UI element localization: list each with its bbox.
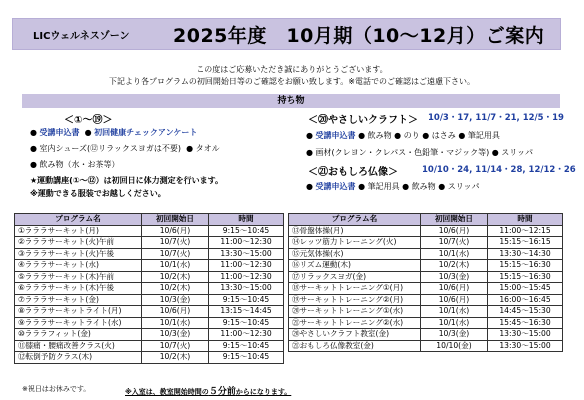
entry-note-suffix: からになります。: [235, 388, 292, 396]
table-row: [289, 260, 563, 272]
start-date-cell: 10/2(木): [142, 271, 209, 283]
bullet: ●: [306, 182, 313, 191]
start-date-cell: 10/10(金): [421, 340, 488, 352]
time-cell: 13:30〜15:00: [488, 340, 563, 352]
table-row: [289, 329, 563, 341]
program-name-cell: ⑥ラララサーキット(木)午後: [15, 283, 142, 295]
table-row: [15, 225, 284, 237]
program-name-cell: ⑭レッツ筋力トレーニング(火): [289, 237, 421, 249]
table-row: [289, 294, 563, 306]
column-header-program: プログラム名: [289, 214, 421, 226]
start-date-cell: 10/3(金): [142, 329, 209, 341]
item-art-supplies: 画材(クレヨン・クレパス・色鉛筆・マジック等): [315, 148, 490, 157]
buddha-heading: ＜㉑おもしろ仏像＞: [308, 167, 398, 178]
start-date-cell: 10/3(金): [421, 271, 488, 283]
bullet: ●: [394, 131, 402, 140]
craft-heading: ＜⑳やさしいクラフト＞: [308, 115, 418, 126]
start-date-cell: 10/6(月): [142, 306, 209, 318]
time-cell: 9:15〜10:45: [209, 340, 284, 352]
item-towel: タオル: [195, 144, 220, 153]
start-date-cell: 10/3(金): [142, 294, 209, 306]
table-row: [15, 340, 284, 352]
craft-items-row-1: [306, 130, 500, 142]
left-items-row-1: [30, 127, 197, 139]
time-cell: 15:15〜16:30: [488, 271, 563, 283]
start-date-cell: 10/7(火): [142, 237, 209, 249]
time-cell: 11:00〜12:15: [488, 225, 563, 237]
belongings-bar: 持ち物: [22, 94, 560, 108]
program-name-cell: ⑤ラララサーキット(木)午前: [15, 271, 142, 283]
program-name-cell: ⑳やさしいクラフト教室(金): [289, 329, 421, 341]
bullet: ●: [84, 128, 92, 137]
column-header-time: 時間: [209, 214, 284, 226]
program-name-cell: ⑦ラララサーキット(金): [15, 294, 142, 306]
program-name-cell: ④ラララサーキット(水): [15, 260, 142, 272]
time-cell: 14:45〜15:30: [488, 306, 563, 318]
fitness-test-note: ★運動講座(①〜⑫）は初回日に体力測定を行います。: [30, 176, 223, 185]
program-name-cell: ①ラララサーキット(月): [15, 225, 142, 237]
table-row: [289, 340, 563, 352]
table-row: [15, 248, 284, 260]
program-name-cell: ⑨ラララサーキットライト(水): [15, 317, 142, 329]
program-name-cell: ⑰リラックスヨガ(金): [289, 271, 421, 283]
program-range-heading: ＜①〜⑲＞: [64, 115, 113, 126]
time-cell: 11:00〜12:30: [209, 260, 284, 272]
program-name-cell: ⑳サーキットトレーニング①(水): [289, 306, 421, 318]
table-row: [15, 352, 284, 364]
table-row: [289, 248, 563, 260]
schedule-table-right: [288, 213, 563, 352]
table-header-row: [289, 214, 563, 226]
time-cell: 13:30〜14:30: [488, 248, 563, 260]
table-row: [289, 271, 563, 283]
program-name-cell: ⑯リズム運動(木): [289, 260, 421, 272]
bullet: ●: [402, 182, 410, 191]
start-date-cell: 10/1(水): [421, 306, 488, 318]
program-name-cell: ⑬骨盤体操(月): [289, 225, 421, 237]
program-name-cell: ⑩ラララフィット(金): [15, 329, 142, 341]
program-name-cell: ②ラララサーキット(火)午前: [15, 237, 142, 249]
start-date-cell: 10/3(金): [421, 329, 488, 341]
program-name-cell: ⑫転倒予防クラス(木): [15, 352, 142, 364]
table-row: [289, 225, 563, 237]
item-writing-tools: 筆記用具: [467, 131, 500, 140]
column-header-time: 時間: [488, 214, 563, 226]
entry-time-note: [125, 384, 291, 397]
bullet: ●: [30, 160, 37, 169]
entry-note-minutes: ５分前: [208, 387, 236, 397]
table-row: [289, 306, 563, 318]
program-name-cell: ⑧ラララサーキットライト(月): [15, 306, 142, 318]
column-header-start-date: 初回開始日: [142, 214, 209, 226]
table-row: [15, 260, 284, 272]
start-date-cell: 10/6(月): [421, 225, 488, 237]
item-application-form: 受講申込書: [315, 182, 356, 191]
start-date-cell: 10/7(火): [142, 340, 209, 352]
schedule-table-left: [14, 213, 284, 364]
time-cell: 9:15〜10:45: [209, 352, 284, 364]
bullet: ●: [458, 131, 466, 140]
time-cell: 13:15〜14:45: [209, 306, 284, 318]
craft-items-row-2: [306, 147, 533, 159]
page-title: 2025年度 10月期（10〜12月）ご案内: [173, 25, 545, 47]
item-health-survey: 初回健康チェックアンケート: [94, 128, 198, 137]
start-date-cell: 10/1(水): [421, 317, 488, 329]
program-name-cell: ⑪膝痛・腰痛改善クラス(火): [15, 340, 142, 352]
item-slippers: スリッパ: [501, 148, 533, 157]
table-row: [15, 306, 284, 318]
start-date-cell: 10/1(水): [142, 317, 209, 329]
item-indoor-shoes: 室内シューズ(⑫リラックスヨガは不要): [39, 144, 181, 153]
bullet: ●: [358, 182, 366, 191]
buddha-items-row: [306, 181, 479, 193]
time-cell: 15:45〜16:30: [488, 317, 563, 329]
item-drink: 飲み物: [367, 131, 392, 140]
table-row: [15, 317, 284, 329]
program-name-cell: ⑱サーキットトレーニング①(月): [289, 283, 421, 295]
table-row: [289, 317, 563, 329]
item-drink: 飲み物（水・お茶等）: [39, 160, 120, 169]
start-date-cell: 10/2(木): [142, 283, 209, 295]
time-cell: 11:00〜12:30: [209, 237, 284, 249]
start-date-cell: 10/1(水): [142, 260, 209, 272]
item-application-form: 受講申込書: [315, 131, 356, 140]
time-cell: 13:30〜15:00: [209, 283, 284, 295]
program-name-cell: ③ラララサーキット(火)午後: [15, 248, 142, 260]
item-scissors: はさみ: [431, 131, 456, 140]
bullet: ●: [358, 131, 366, 140]
table-row: [15, 294, 284, 306]
time-cell: 15:00〜15:45: [488, 283, 563, 295]
bullet: ●: [306, 131, 313, 140]
time-cell: 9:15〜10:45: [209, 294, 284, 306]
program-name-cell: ⑮元気体操(水): [289, 248, 421, 260]
start-date-cell: 10/6(月): [421, 283, 488, 295]
table-row: [15, 237, 284, 249]
time-cell: 13:30〜15:00: [488, 329, 563, 341]
buddha-dates: 10/10・24, 11/14・28, 12/12・26: [422, 165, 576, 175]
title-banner: [12, 18, 561, 50]
item-application-form: 受講申込書: [39, 128, 80, 137]
program-name-cell: ㉑おもしろ仏像教室(金): [289, 340, 421, 352]
bullet: ●: [30, 128, 37, 137]
bullet: ●: [422, 131, 430, 140]
holiday-note: ※祝日はお休みです。: [22, 385, 91, 393]
start-date-cell: 10/2(木): [142, 352, 209, 364]
column-header-start-date: 初回開始日: [421, 214, 488, 226]
table-row: [15, 271, 284, 283]
table-row: [15, 329, 284, 341]
item-writing-tools: 筆記用具: [367, 182, 400, 191]
table-row: [289, 237, 563, 249]
bullet: ●: [186, 144, 194, 153]
start-date-cell: 10/1(水): [421, 248, 488, 260]
intro-line-1: この度はご応募いただき誠にありがとうございます。: [196, 65, 388, 74]
column-header-program: プログラム名: [15, 214, 142, 226]
program-name-cell: ㉑サーキットトレーニング②(水): [289, 317, 421, 329]
time-cell: 13:30〜15:00: [209, 248, 284, 260]
left-items-row-2: [30, 143, 220, 155]
start-date-cell: 10/6(月): [421, 294, 488, 306]
bullet: ●: [30, 144, 37, 153]
program-name-cell: ⑲サーキットトレーニング②(月): [289, 294, 421, 306]
time-cell: 15:15〜16:15: [488, 237, 563, 249]
bullet: ●: [438, 182, 446, 191]
start-date-cell: 10/6(月): [142, 225, 209, 237]
table-row: [15, 283, 284, 295]
time-cell: 9:15〜10:45: [209, 317, 284, 329]
start-date-cell: 10/7(火): [421, 237, 488, 249]
craft-dates: 10/3・17, 11/7・21, 12/5・19: [428, 113, 564, 123]
intro-line-2: 下記より各プログラムの初回開始日等のご確認をお願い致します。※電話でのご確認はご遠慮下さい。: [109, 77, 475, 86]
time-cell: 15:15〜16:30: [488, 260, 563, 272]
start-date-cell: 10/7(火): [142, 248, 209, 260]
clothing-note: ※運動できる服装でお越しください。: [30, 189, 166, 198]
brand-name: LICウェルネスゾーン: [33, 31, 130, 42]
table-header-row: [15, 214, 284, 226]
time-cell: 11:00〜12:30: [209, 329, 284, 341]
item-slippers: スリッパ: [447, 182, 480, 191]
left-items-row-3: [30, 159, 120, 171]
bullet: ●: [306, 148, 313, 157]
start-date-cell: 10/2(木): [421, 260, 488, 272]
entry-note-prefix: ※入室は、教室開始時間の: [125, 388, 209, 396]
bullet: ●: [491, 148, 499, 157]
table-row: [289, 283, 563, 295]
time-cell: 11:00〜12:30: [209, 271, 284, 283]
time-cell: 16:00〜16:45: [488, 294, 563, 306]
time-cell: 9:15〜10:45: [209, 225, 284, 237]
item-glue: のり: [403, 131, 420, 140]
item-drink: 飲み物: [411, 182, 436, 191]
